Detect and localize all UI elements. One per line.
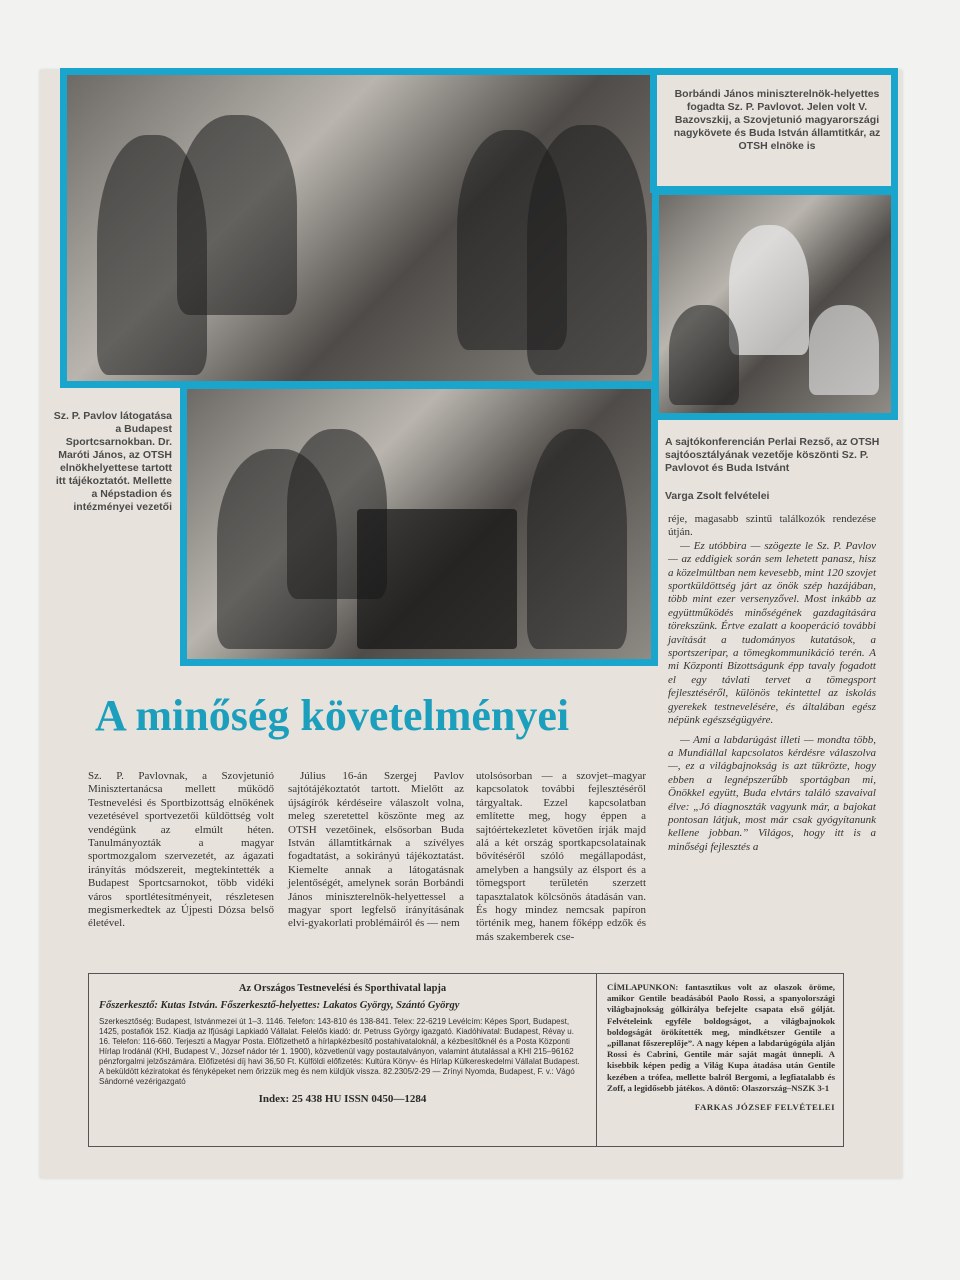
person-silhouette xyxy=(527,125,647,375)
caption-right: A sajtókonferencián Perlai Rezső, az OTSH sajtóosztályának vezetője köszönti Sz. P. Pavlovot és Buda Istvánt xyxy=(665,436,880,474)
imprint-index: Index: 25 438 HU ISSN 0450—1284 xyxy=(258,1093,427,1105)
photo-credit: Varga Zsolt felvételei xyxy=(665,490,770,502)
imprint-title: Az Országos Testnevelési és Sporthivatal lapja xyxy=(238,983,447,994)
person-silhouette xyxy=(729,225,809,355)
imprint-editors: Főszerkesztő: Kutas István. Főszerkesztő-helyettes: Lakatos György, Szántó György xyxy=(99,1000,460,1011)
person-silhouette xyxy=(177,115,297,315)
photo-meeting-table xyxy=(60,68,660,388)
paragraph: utolsósorban — a szovjet–magyar kapcsolatok további fejlesztéséről tárgyaltak. Ezzel kapcsolatban említette meg, hogy éppen a sajtóértekezletet követően írják majd alá a két ország sportkapcsolatainak bővítéséről szóló megállapodást, amelyben a hangsúly az élsport és a tömegsport területén szerzett tapasztalatok kölcsönös átadásán van. És hogy mindez nemcsak papíron történik meg, hanem főképp edzők és más szakemberek cse- xyxy=(476,770,646,943)
person-silhouette xyxy=(527,429,627,649)
table-shape xyxy=(357,509,517,649)
footer-box xyxy=(88,973,844,1147)
imprint-details: Szerkesztőség: Budapest, Istvánmezei út 1–3. 1146. Telefon: 143-810 és 138-841. Telex: 22-6219 Levélcím: Képes Sport, Budapest, 1425, postafiók 152. Kiadja az Ifjúsági Lapkiadó Vállalat. Felelős kiadó: dr. Petruss György igazgató. Kiadóhivatal: Budapest, Révay u. 16. Telefon: 116-660. Terjeszti a Magyar Posta. Előfizethető a hírlapkézbesítő postahivataloknál, a kézbesítőknél és a Posta Központi Hírlap Irodánál (KHI, Budapest V., József nádor tér 1. 1900), közvetlenül vagy postautalványon, valamint átutalással a KHI 215–96162 pénzforgalmi jelzőszámára. Előfizetési díj havi 36,50 Ft. Külföldi előfizetés: Kultúra Könyv- és Hírlap Külkereskedelmi Vállalat Budapest. A beküldött kéziratokat és fényképeket nem őrizzük meg és nem küldjük vissza. 82.2305/2-29 — Zrínyi Nyomda, Budapest, F. v.: Vágó Sándorné vezérigazgató xyxy=(99,1017,580,1086)
photo-press-conference xyxy=(652,188,898,420)
person-silhouette xyxy=(809,305,879,395)
paragraph: réje, magasabb szintű találkozók rendezése útján. xyxy=(668,513,876,539)
cover-note xyxy=(599,974,843,1121)
photo-sportcsarnok-visit xyxy=(180,382,658,666)
paragraph: Sz. P. Pavlovnak, a Szovjetunió Minisztertanácsa mellett működő Testnevelési és Sportbizottság elnökének vezetésével sportvezetői küldöttség volt vendégünk az elmúlt héten. Tanulmányozták a magyar sportmozgalom szervezetét, az ágazati irányítás módszereit, megtekintették a Budapest Sportcsarnokot, több vidéki város sportlétesítményeit, részletesen megismerkedtek az Újpesti Dózsa belső életével. xyxy=(88,770,274,930)
article-column-1 xyxy=(88,770,274,931)
imprint xyxy=(89,974,597,1146)
article-column-3 xyxy=(476,770,646,944)
paragraph: Július 16-án Szergej Pavlov sajtótájékoztatót tartott. Mielőtt az újságírók kérdéseire válaszolt volna, meleg szeretettel köszönte meg az OTSH vezetőinek, elsősorban Buda István államtitkárnak a szívélyes fogadtatást, a sokirányú tájékoztatást. Kiemelte annak a látogatásnak jelentőségét, amelynek során Borbándi János miniszterelnök-helyettessel a magyar sport legfelső irányításának elvi-gyakorlati problémáiról és — nem xyxy=(288,770,464,930)
paragraph: — Ami a labdarúgást illeti — mondta több, a Mundiállal kapcsolatos kérdésre válaszolva —, ez a világbajnokság is azt tükrözte, hogy ebben a legnépszerűbb sportágban mi, Önökkel együtt, Buda elvtárs találó szavaival élve: „Jó diagnoszták vagyunk már, a bajokat pontosan látjuk, most már csak gyógyítanunk kellene jobban.” Világos, hogy itt is a minőségi fejlesztés a xyxy=(668,733,876,853)
paragraph: — Ez utóbbira — szögezte le Sz. P. Pavlov — az eddigiek során sem lehetett panasz, hisz a közelmúltban nem kevesebb, mint 120 szovjet sportküldöttség járt az önök szép hazájában, több mint ezer versenyzővel. Most inkább az együttműködés minőségének gazdagítására törekszünk. Értve ezalatt a kooperáció további javítását a tudományos kutatások, a sportszeripar, a tömegkommunikáció terén. A mi Központi Bizottságunk épp tavaly fogadott el egy távlati tervet a tömegsport fejlesztéséről, különös tekintettel az iskolás gyerekek testnevelésére, és általában egész népünk egészségügyére. xyxy=(668,539,876,727)
headline: A minőség követelményei xyxy=(95,691,570,740)
cover-note-text: CÍMLAPUNKON: fantasztikus volt az olaszok öröme, amikor Gentile beadásából Paolo Rossi, a spanyolországi világbajnokság gólkirálya befejelte csapata első gólját. Felvételeink egyféle boldogságot, a világbajnokok boldogságát örökítették meg, mindkétszer Gentile a „pillanat főszereplője”. A nagy képen a labdarúgógúla alján Rossi és Cabrini, Gentile már saját magát ünnepli. A kisebbik képen pedig a Világ Kupa átadása után Gentile kezében a trófea, mellette balról Bergomi, a legfiatalabb és Zoff, a legidősebb játékos. A döntő: Olaszország–NSZK 3-1 xyxy=(607,982,835,1093)
cover-note-credit: FARKAS JÓZSEF FELVÉTELEI xyxy=(694,1102,835,1113)
caption-left: Sz. P. Pavlov látogatása a Budapest Sportcsarnokban. Dr. Maróti János, az OTSH elnökhelyettese tartott itt tájékoztatót. Mellette a Népstadion és intézményei vezetői xyxy=(53,410,172,513)
article-column-4 xyxy=(668,513,876,854)
person-silhouette xyxy=(669,305,739,405)
caption-top-right: Borbándi János miniszterelnök-helyettes fogadta Sz. P. Pavlovot. Jelen volt V. Bazovszkij, a Szovjetunió magyarországi nagykövete és Buda István államtitkár, az OTSH elnöke is xyxy=(673,88,881,152)
article-column-2 xyxy=(288,770,464,931)
